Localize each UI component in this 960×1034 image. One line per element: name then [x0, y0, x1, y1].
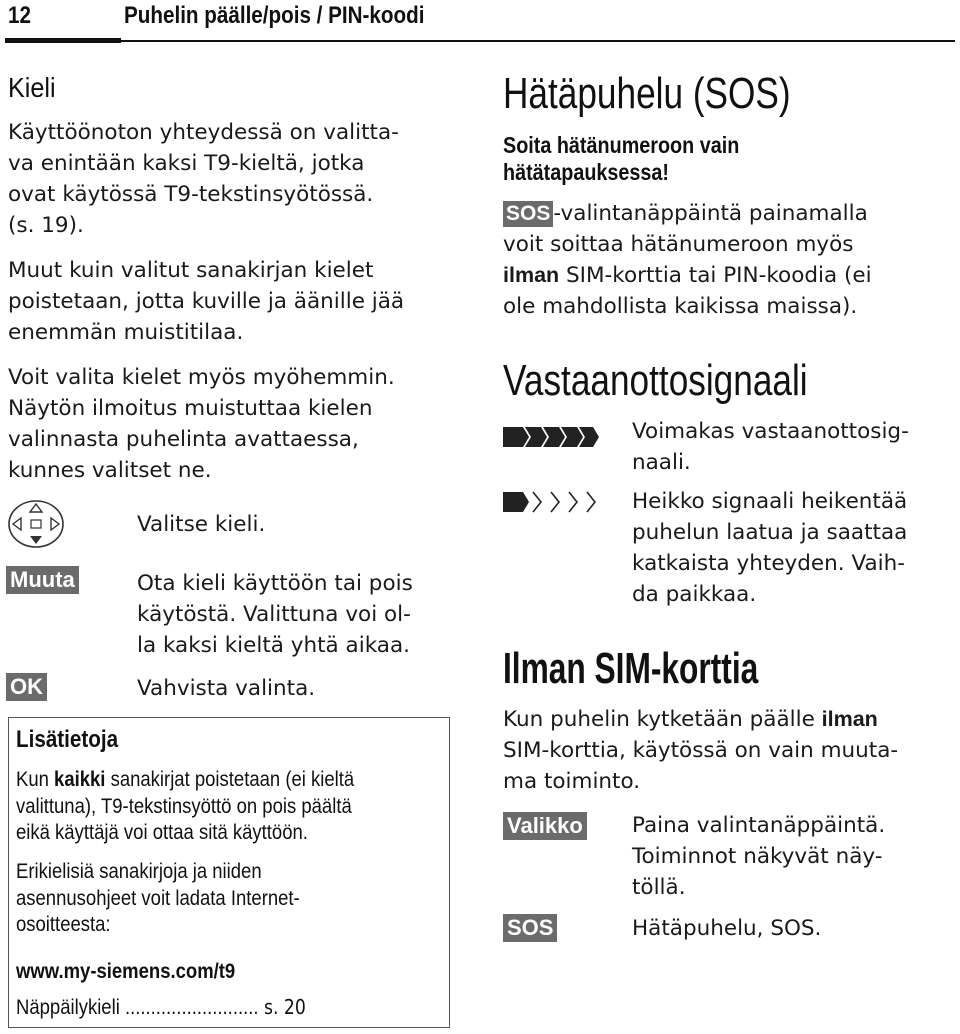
text-line — [503, 704, 898, 735]
text-line: Ota kieli käyttöön tai pois — [137, 571, 413, 596]
no-sim-heading: Ilman SIM-korttia — [503, 644, 759, 693]
text-line: eikä käyttäjä voi ottaa sitä käyttöön. — [16, 820, 308, 844]
text-line: Voit valita kielet myös myöhemmin. — [8, 365, 395, 390]
text-line: da paikkaa. — [632, 582, 757, 607]
valikko-softkey[interactable]: Valikko — [503, 812, 587, 840]
bold-text: ilman — [821, 707, 878, 731]
page-number: 12 — [8, 2, 31, 29]
text-line: enemmän muistitilaa. — [8, 320, 244, 345]
info-box-paragraph-1 — [16, 766, 354, 846]
step-text — [137, 673, 315, 704]
text-line: ole mahdollista kaikissa maissa). — [503, 294, 858, 319]
text-line: Käyttöönoton yhteydessä on valitta- — [8, 120, 399, 145]
text-line: Voimakas vastaanottosig- — [632, 419, 909, 444]
text-line: Muut kuin valitut sanakirjan kielet — [8, 258, 374, 283]
text-line: la kaksi kieltä yhtä aikaa. — [137, 633, 410, 658]
siemens-url-link[interactable]: www.my-siemens.com/t9 — [16, 959, 236, 983]
sos-heading: Hätäpuhelu (SOS) — [503, 69, 791, 118]
strong-signal-icon — [503, 424, 603, 450]
reference-page: s. 20 — [258, 995, 306, 1019]
text-line: osoitteesta: — [16, 912, 111, 936]
step-text — [137, 568, 413, 661]
text-fragment: Kun — [16, 767, 55, 791]
sos-softkey[interactable]: SOS — [503, 914, 557, 942]
text-line: naali. — [632, 450, 691, 475]
text-line: SIM-korttia, käytössä on vain muuta- — [503, 738, 899, 763]
kieli-paragraph-2 — [8, 255, 404, 348]
signal-description — [632, 416, 909, 478]
text-line: ovat käytössä T9-tekstinsyötössä. — [8, 182, 374, 207]
text-line: katkaista yhteyden. Vaih- — [632, 551, 906, 576]
text-line: asennusohjeet voit ladata Internet- — [16, 885, 300, 910]
signal-heading: Vastaanottosignaali — [503, 356, 808, 405]
text-line: kunnes valitset ne. — [8, 458, 212, 483]
text-fragment: Kun puhelin kytketään päälle — [503, 707, 822, 732]
bold-text: ilman — [503, 263, 560, 287]
text-fragment: SIM-korttia tai PIN-koodia (ei — [559, 263, 872, 288]
navigation-key-icon — [6, 498, 66, 550]
cross-reference — [16, 994, 306, 1021]
text-line: Paina valintanäppäintä. — [632, 813, 886, 838]
header-title: Puhelin päälle/pois / PIN-koodi — [124, 2, 425, 29]
info-box-paragraph-2 — [16, 858, 300, 938]
text-line: voit soittaa hätänumeroon myös — [503, 232, 854, 257]
text-line: poistetaan, jotta kuville ja äänille jää — [8, 289, 405, 314]
text-line: ma toiminto. — [503, 769, 641, 794]
kieli-heading: Kieli — [8, 72, 56, 103]
text-line: (s. 19). — [8, 213, 84, 238]
step-text — [632, 810, 885, 903]
text-fragment: sanakirjat poistetaan (ei kieltä — [105, 767, 355, 791]
header-rule — [121, 40, 955, 42]
text-line: Toiminnot näkyvät näy- — [632, 844, 883, 869]
no-sim-paragraph — [503, 704, 898, 797]
text-line: Vahvista valinta. — [137, 676, 316, 701]
step-text — [632, 913, 821, 944]
kieli-paragraph-3 — [8, 362, 395, 486]
text-line: Soita hätänumeroon vain — [503, 132, 740, 158]
step-text — [137, 509, 265, 540]
signal-description — [632, 486, 907, 610]
reference-label: Näppäilykieli — [16, 995, 120, 1019]
text-line: valinnasta puhelinta avattaessa, — [8, 427, 359, 452]
text-line: käytöstä. Valittuna voi ol- — [137, 602, 411, 627]
info-box-title: Lisätietoja — [16, 726, 119, 753]
sos-softkey[interactable]: SOS — [503, 201, 553, 227]
bold-text: kaikki — [54, 767, 106, 791]
kieli-paragraph-1 — [8, 117, 399, 241]
text-fragment: -valintanäppäintä painamalla — [553, 201, 868, 226]
sos-warning — [503, 132, 739, 186]
text-line: töllä. — [632, 875, 686, 900]
ok-softkey[interactable]: OK — [6, 673, 47, 701]
text-line — [503, 198, 872, 229]
text-line: va enintään kaksi T9-kieltä, jotka — [8, 151, 365, 176]
text-line: hätätapauksessa! — [503, 159, 670, 185]
header-rule-thick — [5, 38, 121, 43]
text-line: Hätäpuhelu, SOS. — [632, 916, 822, 941]
sos-paragraph — [503, 198, 872, 322]
text-line: Valitse kieli. — [137, 512, 266, 537]
weak-signal-icon — [503, 489, 603, 515]
muuta-softkey[interactable]: Muuta — [6, 566, 79, 594]
text-line: Heikko signaali heikentää — [632, 489, 908, 514]
text-line: Näytön ilmoitus muistuttaa kielen — [8, 396, 373, 421]
text-line: valittuna), T9-tekstinsyöttö on pois päältä — [16, 793, 352, 818]
text-line: Erikielisiä sanakirjoja ja niiden — [16, 859, 262, 883]
reference-dots: .......................... — [119, 995, 259, 1019]
text-line — [503, 260, 872, 291]
text-line: puhelun laatua ja saattaa — [632, 520, 908, 545]
